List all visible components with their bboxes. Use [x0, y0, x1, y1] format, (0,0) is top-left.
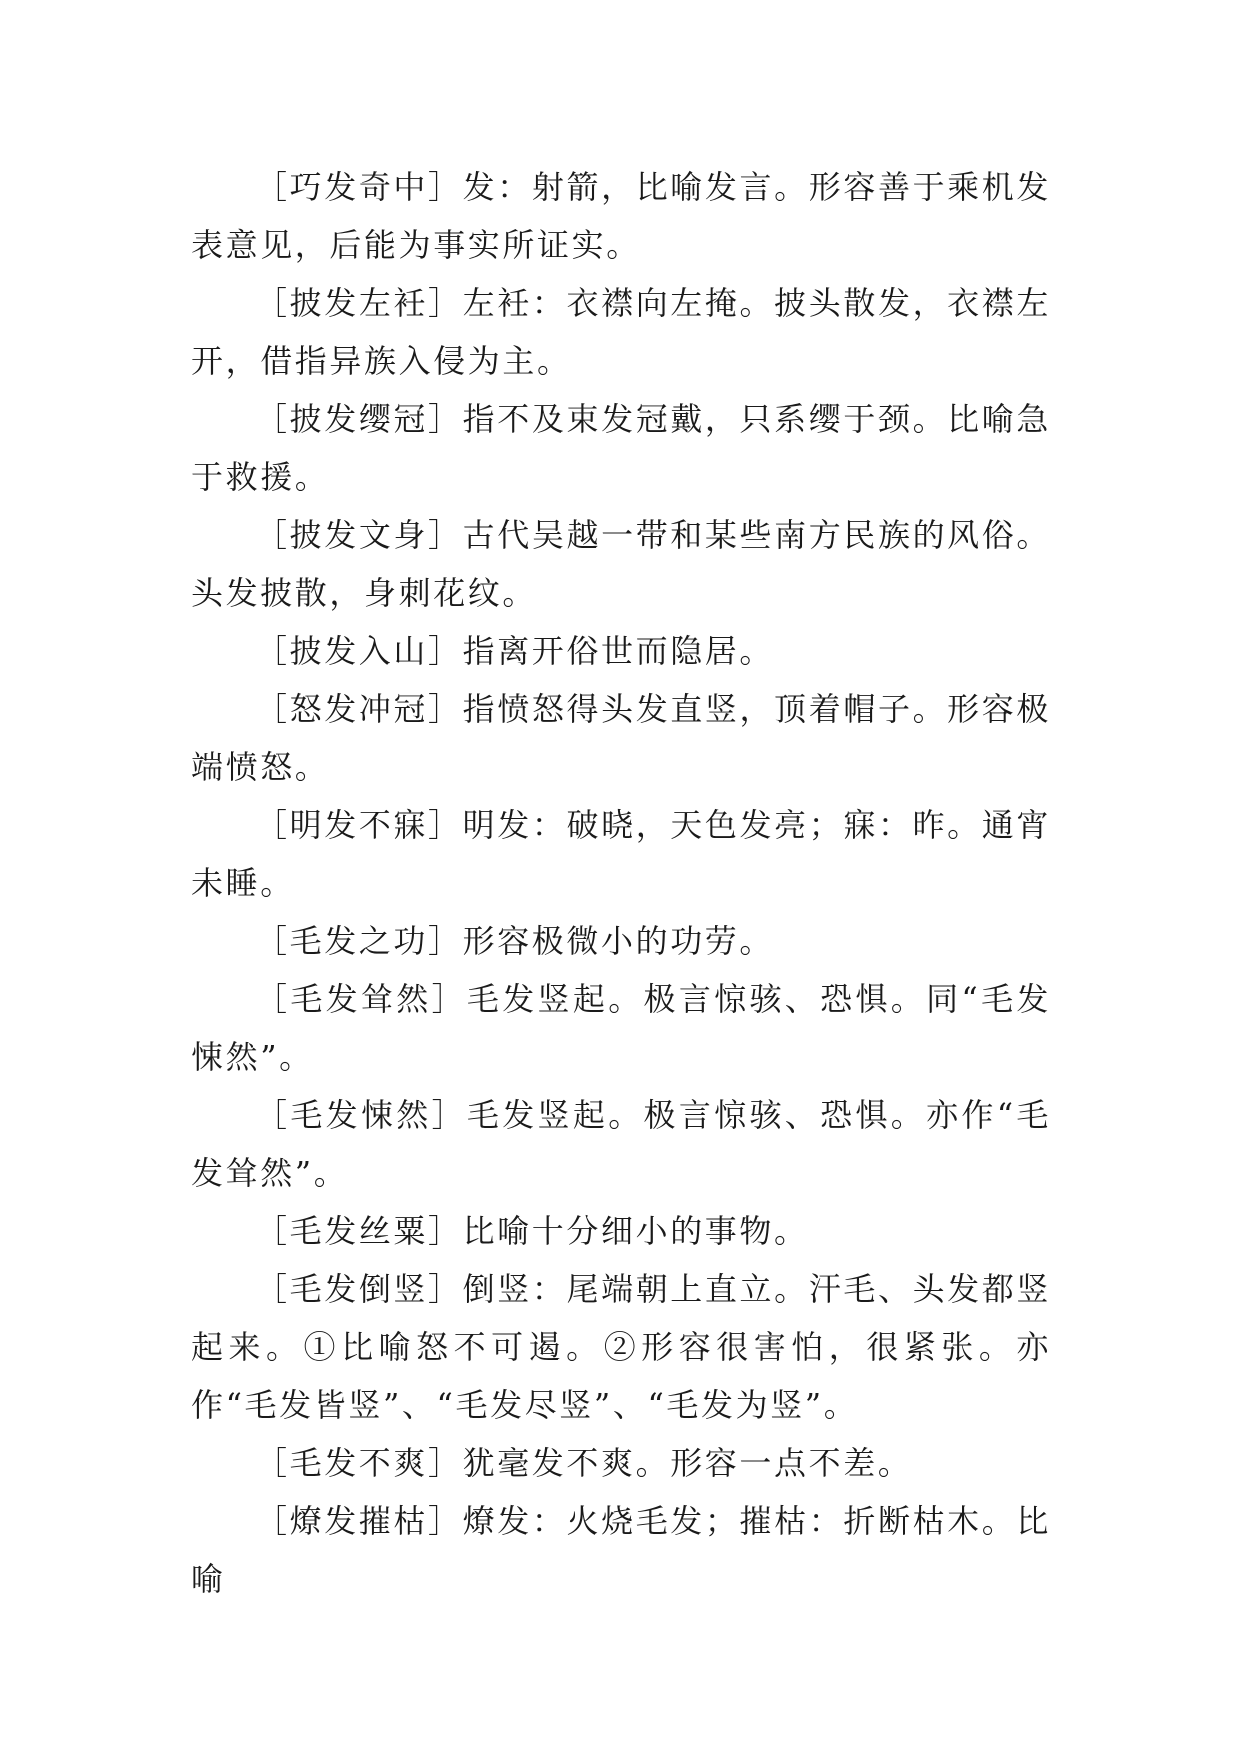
idiom-term: ［燎发摧枯］: [255, 1502, 463, 1540]
idiom-term: ［披发缨冠］: [255, 400, 463, 438]
idiom-definition: 指愤怒得头发直竖，顶着帽子。形容极端愤怒。: [191, 690, 1051, 786]
idiom-entry: [191, 912, 1051, 970]
idiom-definition: 明发：破晓，天色发亮；寐：昨。通宵未睡。: [191, 806, 1051, 902]
idiom-term: ［毛发不爽］: [255, 1444, 463, 1482]
idiom-term: ［毛发耸然］: [255, 980, 467, 1018]
idiom-entry: [191, 506, 1051, 622]
idiom-entry: [191, 622, 1051, 680]
idiom-term: ［明发不寐］: [255, 806, 463, 844]
idiom-definition: 发：射箭，比喻发言。形容善于乘机发表意见，后能为事实所证实。: [191, 168, 1051, 264]
idiom-definition: 比喻十分细小的事物。: [462, 1212, 809, 1250]
idiom-entry: [191, 970, 1051, 1086]
idiom-entry: [191, 390, 1051, 506]
idiom-term: ［毛发丝粟］: [255, 1212, 463, 1250]
idiom-definition: 左衽：衣襟向左掩。披头散发，衣襟左开，借指异族入侵为主。: [191, 284, 1051, 380]
idiom-term: ［巧发奇中］: [255, 168, 463, 206]
idiom-term: ［披发入山］: [255, 632, 463, 670]
idiom-entry: [191, 796, 1051, 912]
idiom-entry: [191, 1492, 1051, 1608]
idiom-entry: [191, 158, 1051, 274]
idiom-term: ［披发文身］: [255, 516, 463, 554]
idiom-definition: 指离开俗世而隐居。: [462, 632, 775, 670]
idiom-term: ［怒发冲冠］: [255, 690, 463, 728]
idiom-definition: 燎发：火烧毛发；摧枯：折断枯木。比喻: [191, 1502, 1051, 1598]
idiom-definition: 毛发竖起。极言惊骇、恐惧。亦作“毛发耸然”。: [191, 1096, 1051, 1192]
idiom-definition: 毛发竖起。极言惊骇、恐惧。同“毛发悚然”。: [191, 980, 1051, 1076]
idiom-term: ［披发左衽］: [255, 284, 463, 322]
idiom-entry: [191, 1260, 1051, 1434]
idiom-entry: [191, 680, 1051, 796]
idiom-definition: 指不及束发冠戴，只系缨于颈。比喻急于救援。: [191, 400, 1051, 496]
idiom-term: ［毛发悚然］: [255, 1096, 467, 1134]
idiom-definition: 犹毫发不爽。形容一点不差。: [462, 1444, 913, 1482]
idiom-definition: 古代吴越一带和某些南方民族的风俗。头发披散，身刺花纹。: [191, 516, 1051, 612]
document-body: [191, 158, 1051, 1608]
idiom-entry: [191, 1202, 1051, 1260]
idiom-definition: 倒竖：尾端朝上直立。汗毛、头发都竖起来。①比喻怒不可遏。②形容很害怕，很紧张。亦作“毛发皆竖”、“毛发尽竖”、“毛发为竖”。: [191, 1270, 1051, 1424]
idiom-term: ［毛发倒竖］: [255, 1270, 463, 1308]
idiom-entry: [191, 1434, 1051, 1492]
idiom-entry: [191, 274, 1051, 390]
idiom-entry: [191, 1086, 1051, 1202]
idiom-term: ［毛发之功］: [255, 922, 463, 960]
idiom-definition: 形容极微小的功劳。: [462, 922, 775, 960]
